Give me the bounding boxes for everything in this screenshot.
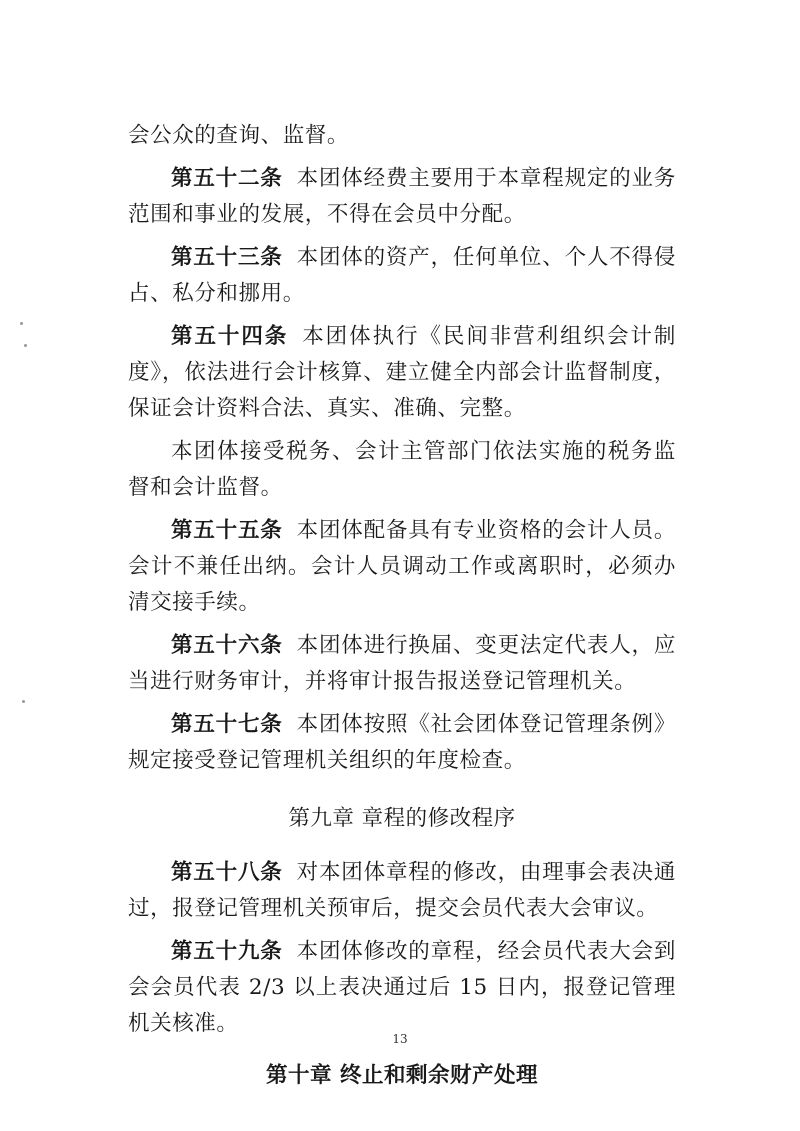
article-54-paragraph-2: 本团体接受税务、会计主管部门依法实施的税务监督和会计监督。 [128,439,676,500]
article-text: 本团体进行换届、变更法定代表人，应当进行财务审计，并将审计报告报送登记管理机关。 [128,633,676,694]
article-text: 本团体经费主要用于本章程规定的业务范围和事业的发展，不得在会员中分配。 [128,166,676,227]
article-58 [128,855,676,927]
article-56 [128,628,676,700]
scan-mark [22,700,25,703]
article-text: 本团体修改的章程，经会员代表大会到会会员代表 2/3 以上表决通过后 15 日内，报登记管理机关核准。 [128,939,676,1036]
article-label: 第五十八条 [171,860,283,885]
article-label: 第五十七条 [171,712,283,737]
page-number: 13 [392,1032,408,1046]
document-body [128,118,676,1094]
article-label: 第五十二条 [171,166,283,191]
article-text: 对本团体章程的修改，由理事会表决通过，报登记管理机关预审后，提交会员代表大会审议。 [128,860,676,921]
article-57 [128,707,676,779]
article-label: 第五十三条 [171,245,283,270]
article-52 [128,161,676,233]
scan-mark [20,322,23,325]
article-59 [128,934,676,1042]
article-label: 第五十九条 [171,939,283,964]
article-text: 本团体执行《民间非营利组织会计制度》，依法进行会计核算、建立健全内部会计监督制度，保证会计资料合法、真实、准确、完整。 [128,324,676,421]
chapter-10-heading: 第十章 终止和剩余财产处理 [266,1063,538,1088]
article-label: 第五十四条 [171,324,289,349]
article-54 [128,319,676,427]
article-text: 本团体按照《社会团体登记管理条例》规定接受登记管理机关组织的年度检查。 [128,712,676,773]
article-53 [128,240,676,312]
article-label: 第五十六条 [171,633,283,658]
scan-mark [24,344,27,347]
chapter-9-heading: 第九章 章程的修改程序 [288,806,516,831]
article-55 [128,513,676,621]
paragraph-continuation: 会公众的查询、监督。 [128,123,350,148]
article-text: 本团体配备具有专业资格的会计人员。会计不兼任出纳。会计人员调动工作或离职时，必须办清交接手续。 [128,518,676,615]
article-text: 本团体的资产，任何单位、个人不得侵占、私分和挪用。 [128,245,676,306]
article-label: 第五十五条 [171,518,283,543]
